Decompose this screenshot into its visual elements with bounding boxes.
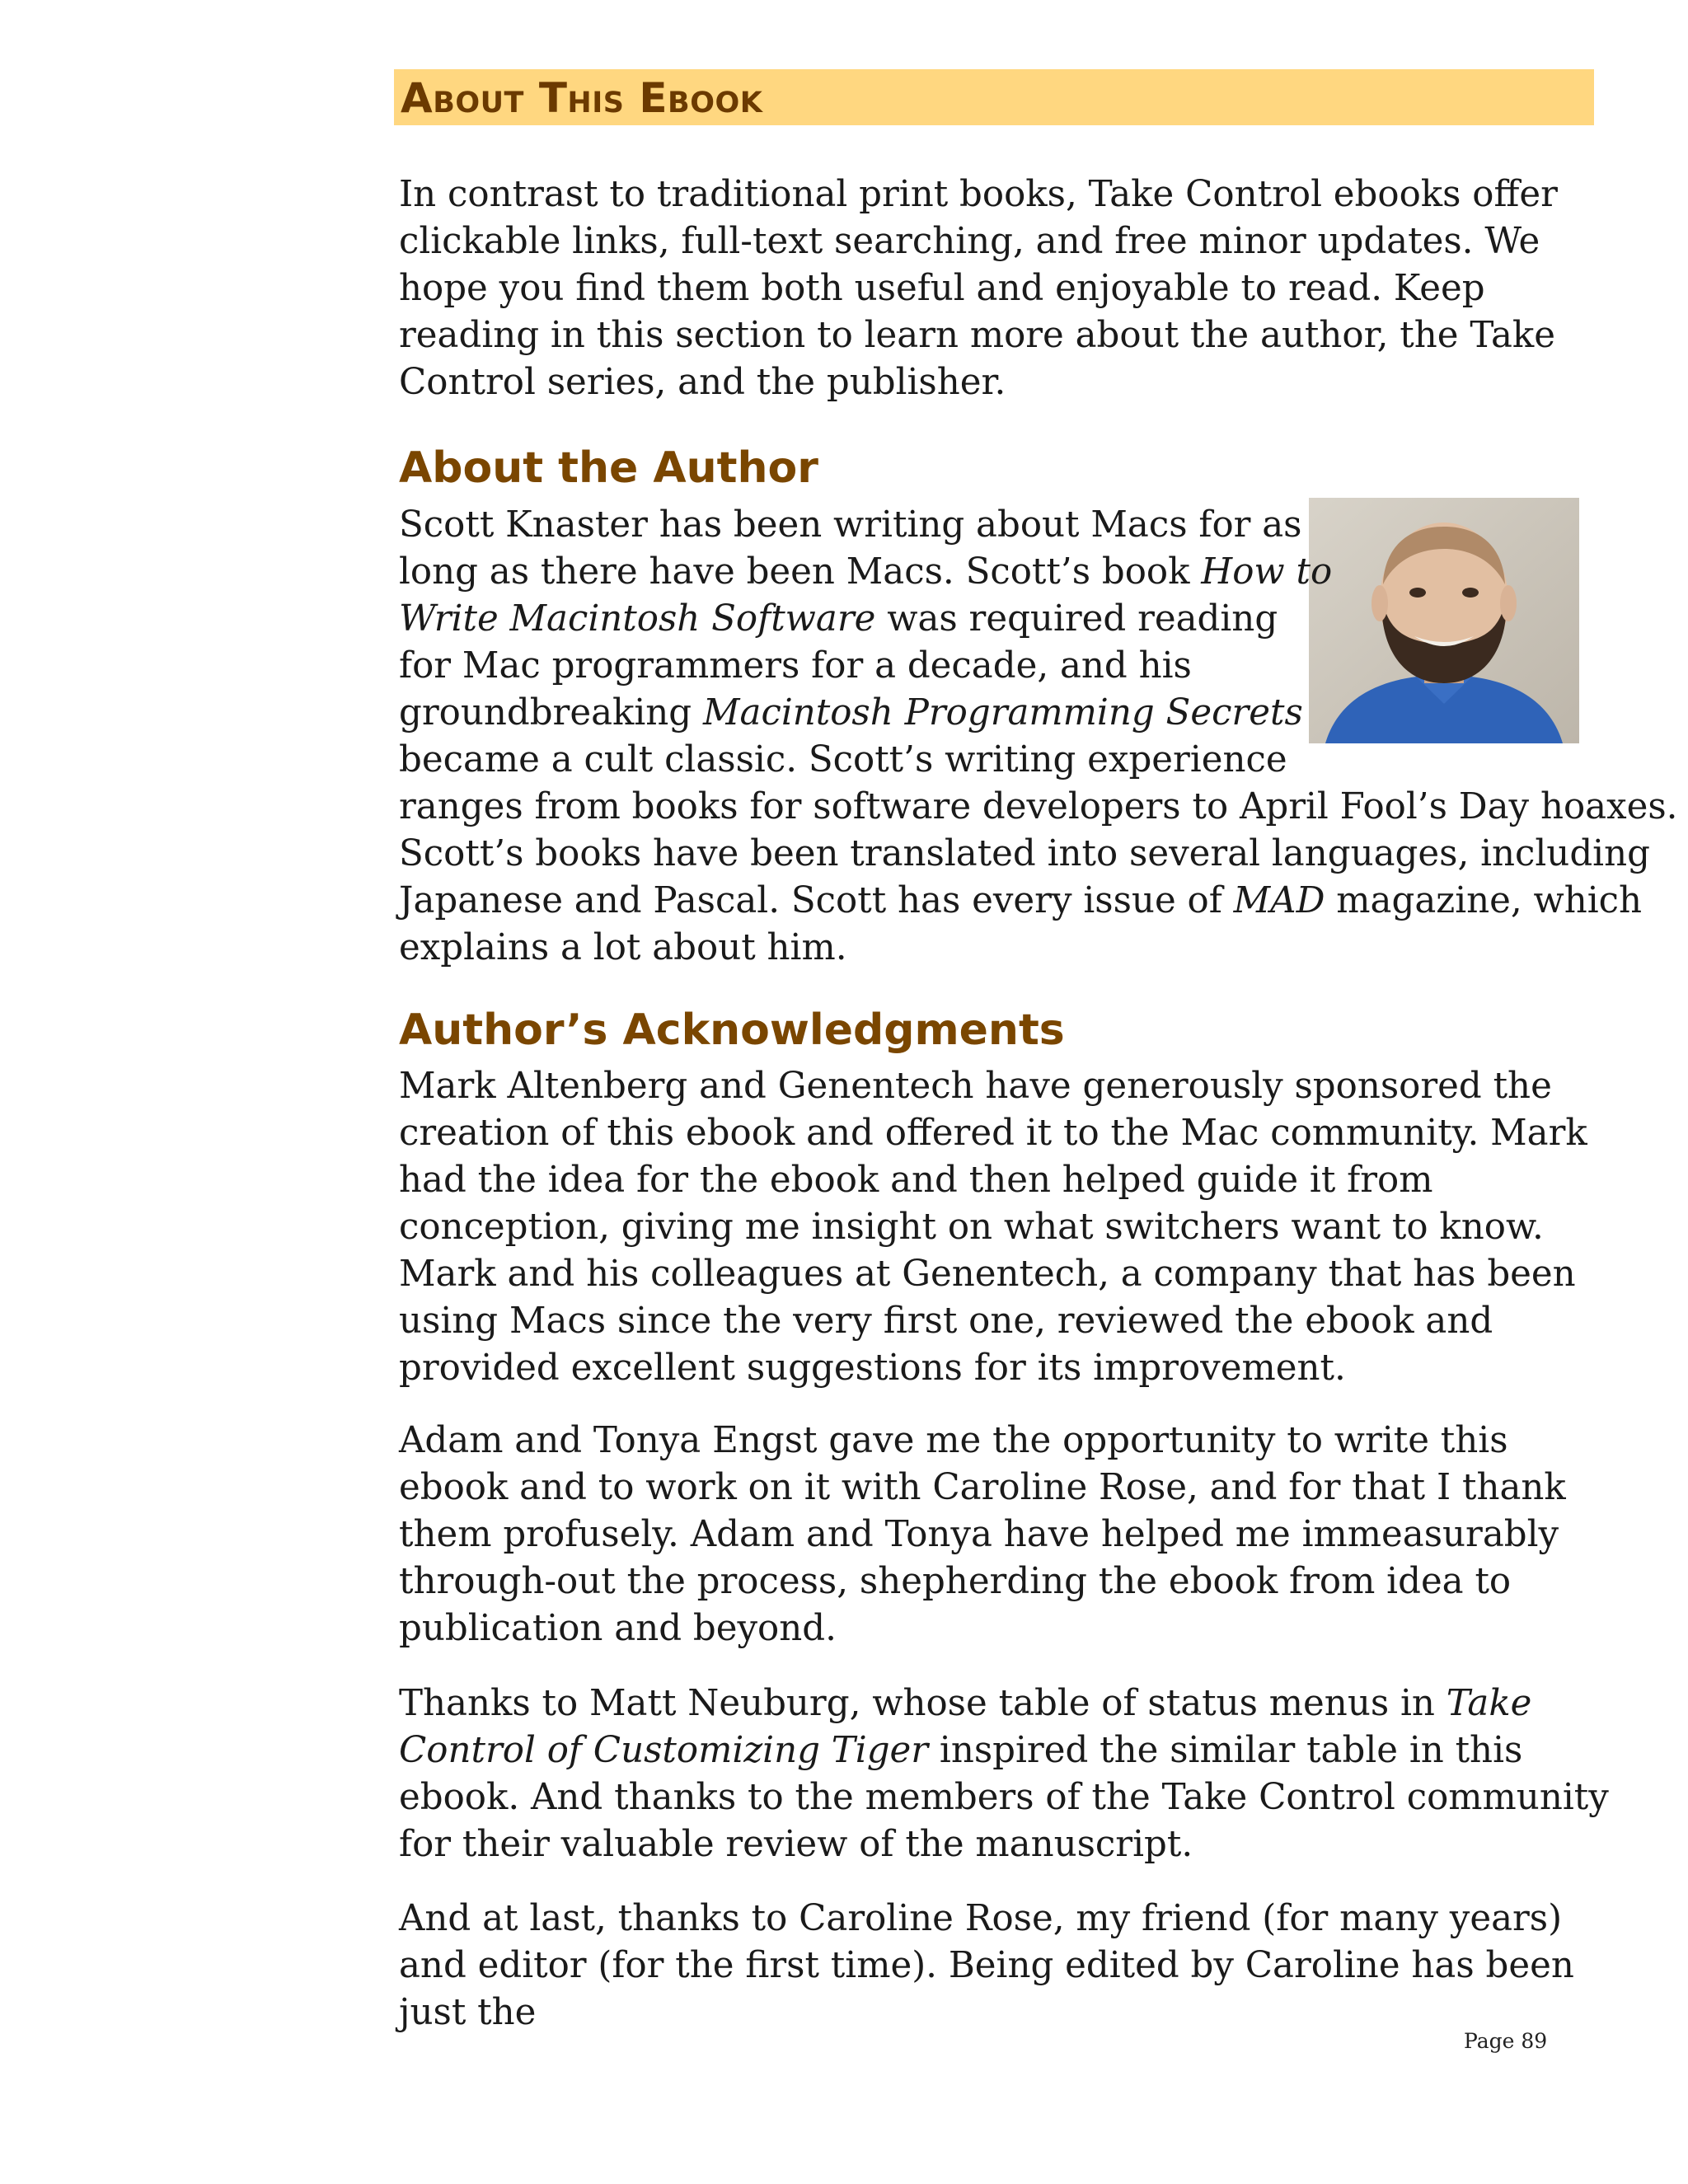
- book-title: Macintosh Programming Secrets: [703, 692, 1303, 733]
- text-line: for Mac programmers for a decade, and his: [399, 645, 1192, 687]
- page-number: Page 89: [1464, 2029, 1548, 2053]
- acknowledgments-paragraph-1: Mark Altenberg and Genentech have generously sponsored the creation of this ebook and offered it to the Mac community. Mark had the idea for the ebook and then helped guide it from conception, giving me insight on what switchers want to know. Mark and his colleagues at Genentech, a company that has been using Macs since the very first one, reviewed the ebook and provided excellent suggestions for its improvement.: [399, 1066, 1587, 1389]
- text-line: Scott Knaster has been writing about Macs for as: [399, 504, 1302, 546]
- text-span: inspired the similar table in this ebook. And thanks to the members of the Take Control community for their valuable review of the manuscript.: [399, 1730, 1609, 1865]
- acknowledgments-paragraph-3: [399, 1680, 1611, 1868]
- text-line: [399, 549, 1611, 596]
- text-line: explains a lot about him.: [399, 927, 847, 968]
- text-span: groundbreaking: [399, 692, 703, 733]
- text-line: [399, 690, 1611, 737]
- intro-paragraph: In contrast to traditional print books, Take Control ebooks offer clickable links, full-text searching, and free minor updates. We hope you find them both useful and enjoyable to read. Keep reading in this section to learn more about the author, the Take Control series, and the publisher.: [399, 174, 1558, 403]
- about-author-paragraph: [399, 502, 1678, 972]
- acknowledgments-paragraph-4: And at last, thanks to Caroline Rose, my friend (for many years) and editor (for the first time). Being edited by Caroline has been just the: [399, 1898, 1574, 2033]
- text-line: became a cult classic. Scott’s writing experience: [399, 739, 1287, 780]
- text-span: Japanese and Pascal. Scott has every issue of: [399, 880, 1234, 921]
- acknowledgments-heading: Author’s Acknowledgments: [399, 1005, 1065, 1055]
- book-title: How to: [1201, 551, 1333, 593]
- text-span: Thanks to Matt Neuburg, whose table of status menus in: [399, 1683, 1447, 1724]
- text-line: Scott’s books have been translated into several languages, including: [399, 833, 1650, 874]
- acknowledgments-paragraph-2: Adam and Tonya Engst gave me the opportunity to write this ebook and to work on it with Caroline Rose, and for that I thank them profusely. Adam and Tonya have helped me immeasurably through-out the process, shepherding the ebook from idea to publication and beyond.: [399, 1420, 1566, 1649]
- text-span: long as there have been Macs. Scott’s book: [399, 551, 1202, 593]
- text-line: ranges from books for software developers to April Fool’s Day hoaxes.: [399, 786, 1678, 827]
- text-line: [399, 596, 1611, 643]
- magazine-title: MAD: [1233, 880, 1325, 921]
- text-span: was required reading: [875, 598, 1278, 640]
- book-title: Take Control of Customizing Tiger: [399, 1683, 1532, 1771]
- text-line: [399, 878, 1643, 925]
- about-author-heading: About the Author: [399, 443, 818, 493]
- section-title: About This Ebook: [401, 74, 763, 122]
- text-span: magazine, which: [1325, 880, 1643, 921]
- book-title: Write Macintosh Software: [399, 598, 876, 640]
